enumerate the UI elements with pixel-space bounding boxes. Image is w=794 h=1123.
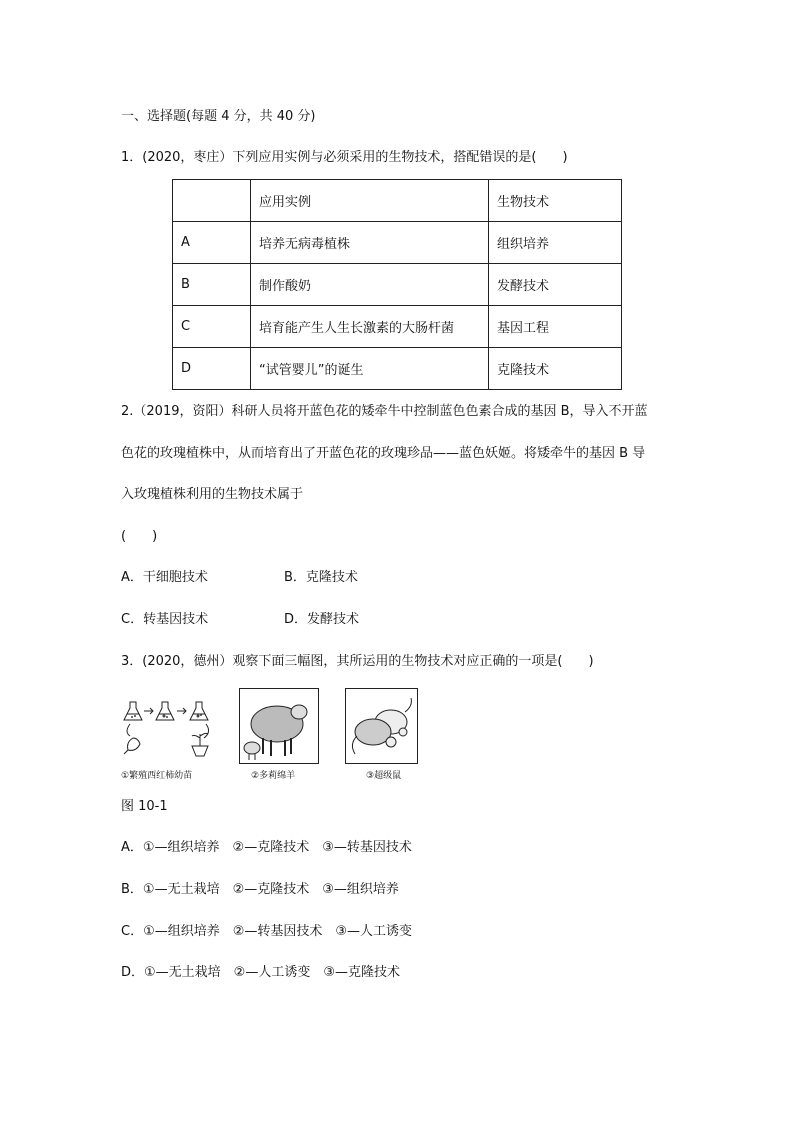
question-2-option-a: A．干细胞技术 — [121, 570, 208, 585]
table-row — [173, 222, 622, 264]
question-3-stem: 3．(2020，德州）观察下面三幅图，其所运用的生物技术对应正确的一项是( ) — [121, 654, 594, 669]
question-3-option-a: A．①—组织培养 ②—克隆技术 ③—转基因技术 — [121, 840, 412, 855]
table-cell: 培养无病毒植株 — [251, 222, 489, 264]
table-header-row — [173, 180, 622, 222]
question-3-option-b: B．①—无土栽培 ②—克隆技术 ③—组织培养 — [121, 882, 399, 897]
table-cell: 基因工程 — [489, 306, 622, 348]
question-2-line-2: 色花的玫瑰植株中，从而培育出了开蓝色花的玫瑰珍品——蓝色妖姬。将矮牵牛的基因 B 导 — [121, 446, 646, 461]
figure-label: 图 10-1 — [121, 799, 168, 814]
table-cell: C — [173, 306, 251, 348]
question-2-line-3: 入玫瑰植株利用的生物技术属于 — [121, 487, 304, 502]
figure-caption-mouse: ③超级鼠 — [366, 771, 402, 781]
question-2-option-b: B．克隆技术 — [284, 570, 358, 585]
question-3-option-c: C．①—组织培养 ②—转基因技术 ③—人工诱变 — [121, 924, 413, 939]
table-cell: “试管婴儿”的诞生 — [251, 348, 489, 390]
table-header-cell: 应用实例 — [251, 180, 489, 222]
question-3-option-d: D．①—无土栽培 ②—人工诱变 ③—克隆技术 — [121, 965, 400, 980]
figure-caption-tomato: ①繁殖西红柿幼苗 — [121, 771, 193, 781]
table-header-cell: 生物技术 — [489, 180, 622, 222]
table-cell: 培育能产生人生长激素的大肠杆菌 — [251, 306, 489, 348]
question-2-option-c: C．转基因技术 — [121, 612, 209, 627]
question-1-stem: 1．(2020，枣庄）下列应用实例与必须采用的生物技术，搭配错误的是( ) — [121, 150, 568, 165]
question-2-answer-paren: ( ) — [121, 529, 158, 544]
table-row — [173, 348, 622, 390]
figure-caption-sheep: ②多莉绵羊 — [251, 771, 296, 781]
table-cell: 发酵技术 — [489, 264, 622, 306]
question-1-table — [172, 179, 622, 390]
table-row — [173, 306, 622, 348]
dolly-sheep-figure — [239, 688, 319, 764]
super-mouse-figure — [345, 688, 418, 764]
table-cell: D — [173, 348, 251, 390]
question-2-line-1: 2.（2019，资阳）科研人员将开蓝色花的矮牵牛中控制蓝色色素合成的基因 B，导入不开蓝 — [121, 404, 648, 419]
table-cell: A — [173, 222, 251, 264]
table-cell: 制作酸奶 — [251, 264, 489, 306]
tissue-culture-figure — [120, 694, 218, 762]
question-2-option-d: D．发酵技术 — [284, 612, 360, 627]
table-row — [173, 264, 622, 306]
table-cell: B — [173, 264, 251, 306]
table-cell: 组织培养 — [489, 222, 622, 264]
section-heading: 一、选择题(每题 4 分，共 40 分) — [121, 109, 316, 124]
table-header-cell — [173, 180, 251, 222]
table-cell: 克隆技术 — [489, 348, 622, 390]
